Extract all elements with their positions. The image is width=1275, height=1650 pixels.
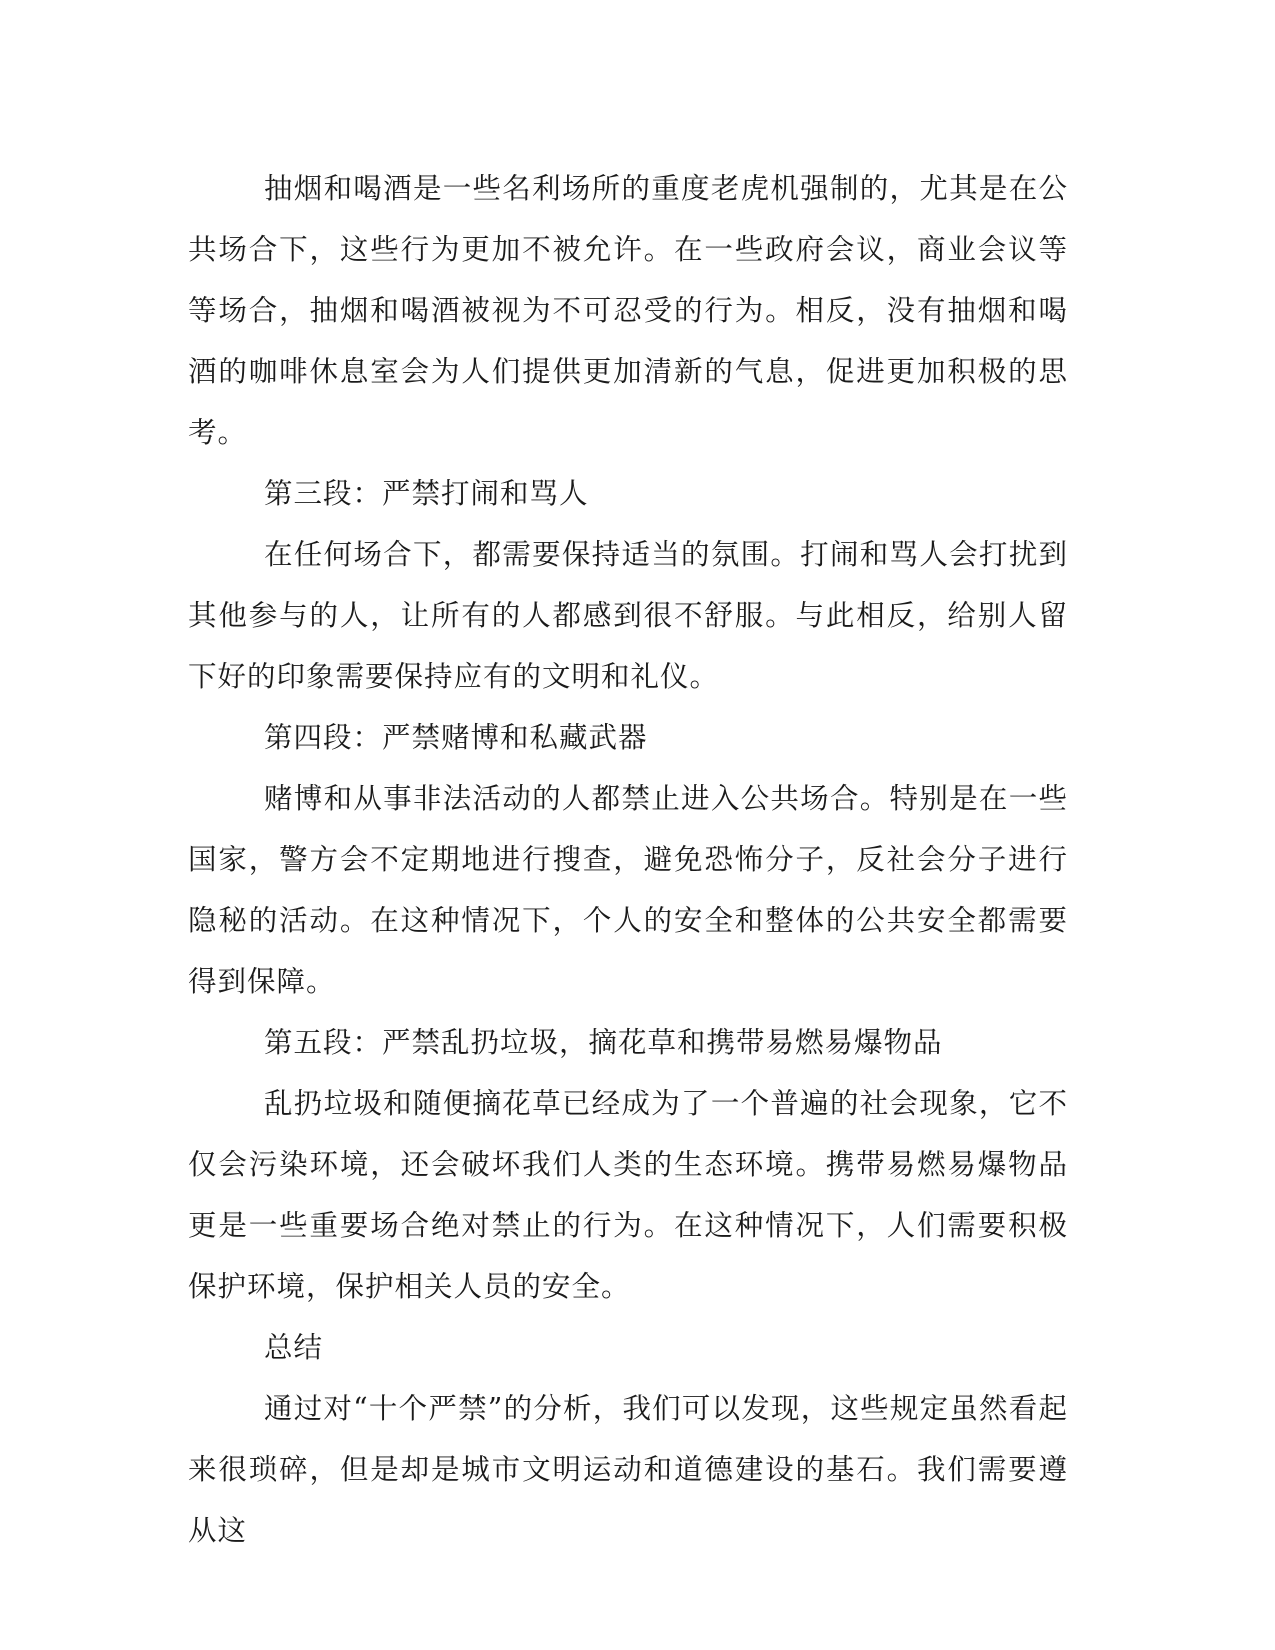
document-body <box>188 158 1068 1561</box>
paragraph-summary: 通过对“十个严禁”的分析，我们可以发现，这些规定虽然看起来很琐碎，但是却是城市文明运动和道德建设的基石。我们需要遵从这 <box>188 1392 1068 1547</box>
section-heading-summary: 总结 <box>264 1331 324 1364</box>
section-heading-five: 第五段：严禁乱扔垃圾，摘花草和携带易燃易爆物品 <box>264 1026 943 1059</box>
section-heading-four: 第四段：严禁赌博和私藏武器 <box>264 721 648 754</box>
paragraph-smoking-drinking: 抽烟和喝酒是一些名利场所的重度老虎机强制的，尤其是在公共场合下，这些行为更加不被允许。在一些政府会议，商业会议等等场合，抽烟和喝酒被视为不可忍受的行为。相反，没有抽烟和喝酒的咖啡休息室会为人们提供更加清新的气息，促进更加积极的思考。 <box>188 172 1068 449</box>
paragraph-no-fighting: 在任何场合下，都需要保持适当的氛围。打闹和骂人会打扰到其他参与的人，让所有的人都感到很不舒服。与此相反，给别人留下好的印象需要保持应有的文明和礼仪。 <box>188 538 1068 693</box>
paragraph-no-littering: 乱扔垃圾和随便摘花草已经成为了一个普遍的社会现象，它不仅会污染环境，还会破坏我们人类的生态环境。携带易燃易爆物品更是一些重要场合绝对禁止的行为。在这种情况下，人们需要积极保护环境，保护相关人员的安全。 <box>188 1087 1068 1303</box>
paragraph-no-gambling: 赌博和从事非法活动的人都禁止进入公共场合。特别是在一些国家，警方会不定期地进行搜查，避免恐怖分子，反社会分子进行隐秘的活动。在这种情况下，个人的安全和整体的公共安全都需要得到保障。 <box>188 782 1068 998</box>
section-heading-three: 第三段：严禁打闹和骂人 <box>264 477 589 510</box>
